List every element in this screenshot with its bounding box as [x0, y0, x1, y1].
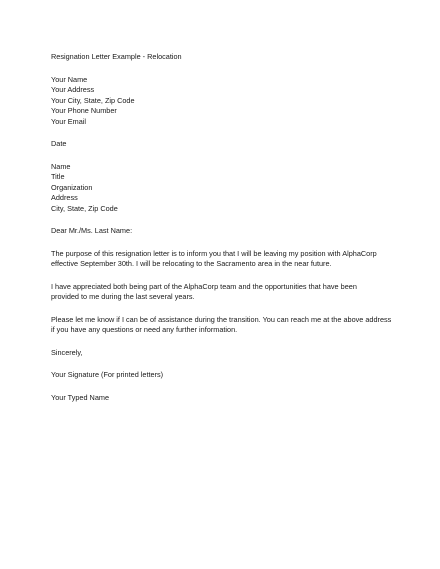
paragraph-2-line-1: I have appreciated both being part of the AlphaCorp team and the opportunities that have been [51, 281, 357, 291]
paragraph-2-line-2: provided to me during the last several years. [51, 292, 195, 301]
paragraph-3-line-2: if you have any questions or need any further information. [51, 325, 238, 334]
paragraph-1 [51, 249, 401, 270]
paragraph-1-line-2: effective September 30th. I will be relocating to the Sacramento area in the near future. [51, 259, 332, 268]
sender-city-state-zip: Your City, State, Zip Code [51, 95, 135, 105]
sender-block [51, 75, 401, 128]
typed-name: Your Typed Name [51, 392, 110, 402]
sender-email: Your Email [51, 116, 87, 126]
paragraph-2 [51, 282, 401, 303]
paragraph-3 [51, 315, 401, 336]
recipient-organization: Organization [51, 182, 93, 192]
paragraph-1-line-1: The purpose of this resignation letter is to inform you that I will be leaving my position with AlphaCorp [51, 248, 377, 258]
recipient-title: Title [51, 172, 65, 181]
letter-title: Resignation Letter Example - Relocation [51, 52, 182, 61]
recipient-block [51, 162, 401, 215]
recipient-address: Address [51, 193, 78, 202]
recipient-name: Name [51, 161, 71, 171]
sender-name: Your Name [51, 74, 88, 84]
closing: Sincerely, [51, 347, 83, 357]
letter-body [51, 52, 401, 403]
signature-line: Your Signature (For printed letters) [51, 370, 164, 379]
recipient-city-state-zip: City, State, Zip Code [51, 203, 118, 213]
salutation: Dear Mr./Ms. Last Name: [51, 226, 133, 235]
sender-phone: Your Phone Number [51, 106, 117, 115]
paragraph-3-line-1: Please let me know if I can be of assistance during the transition. You can reach me at the above address [51, 314, 392, 324]
letter-date: Date [51, 139, 67, 148]
sender-address: Your Address [51, 85, 95, 94]
